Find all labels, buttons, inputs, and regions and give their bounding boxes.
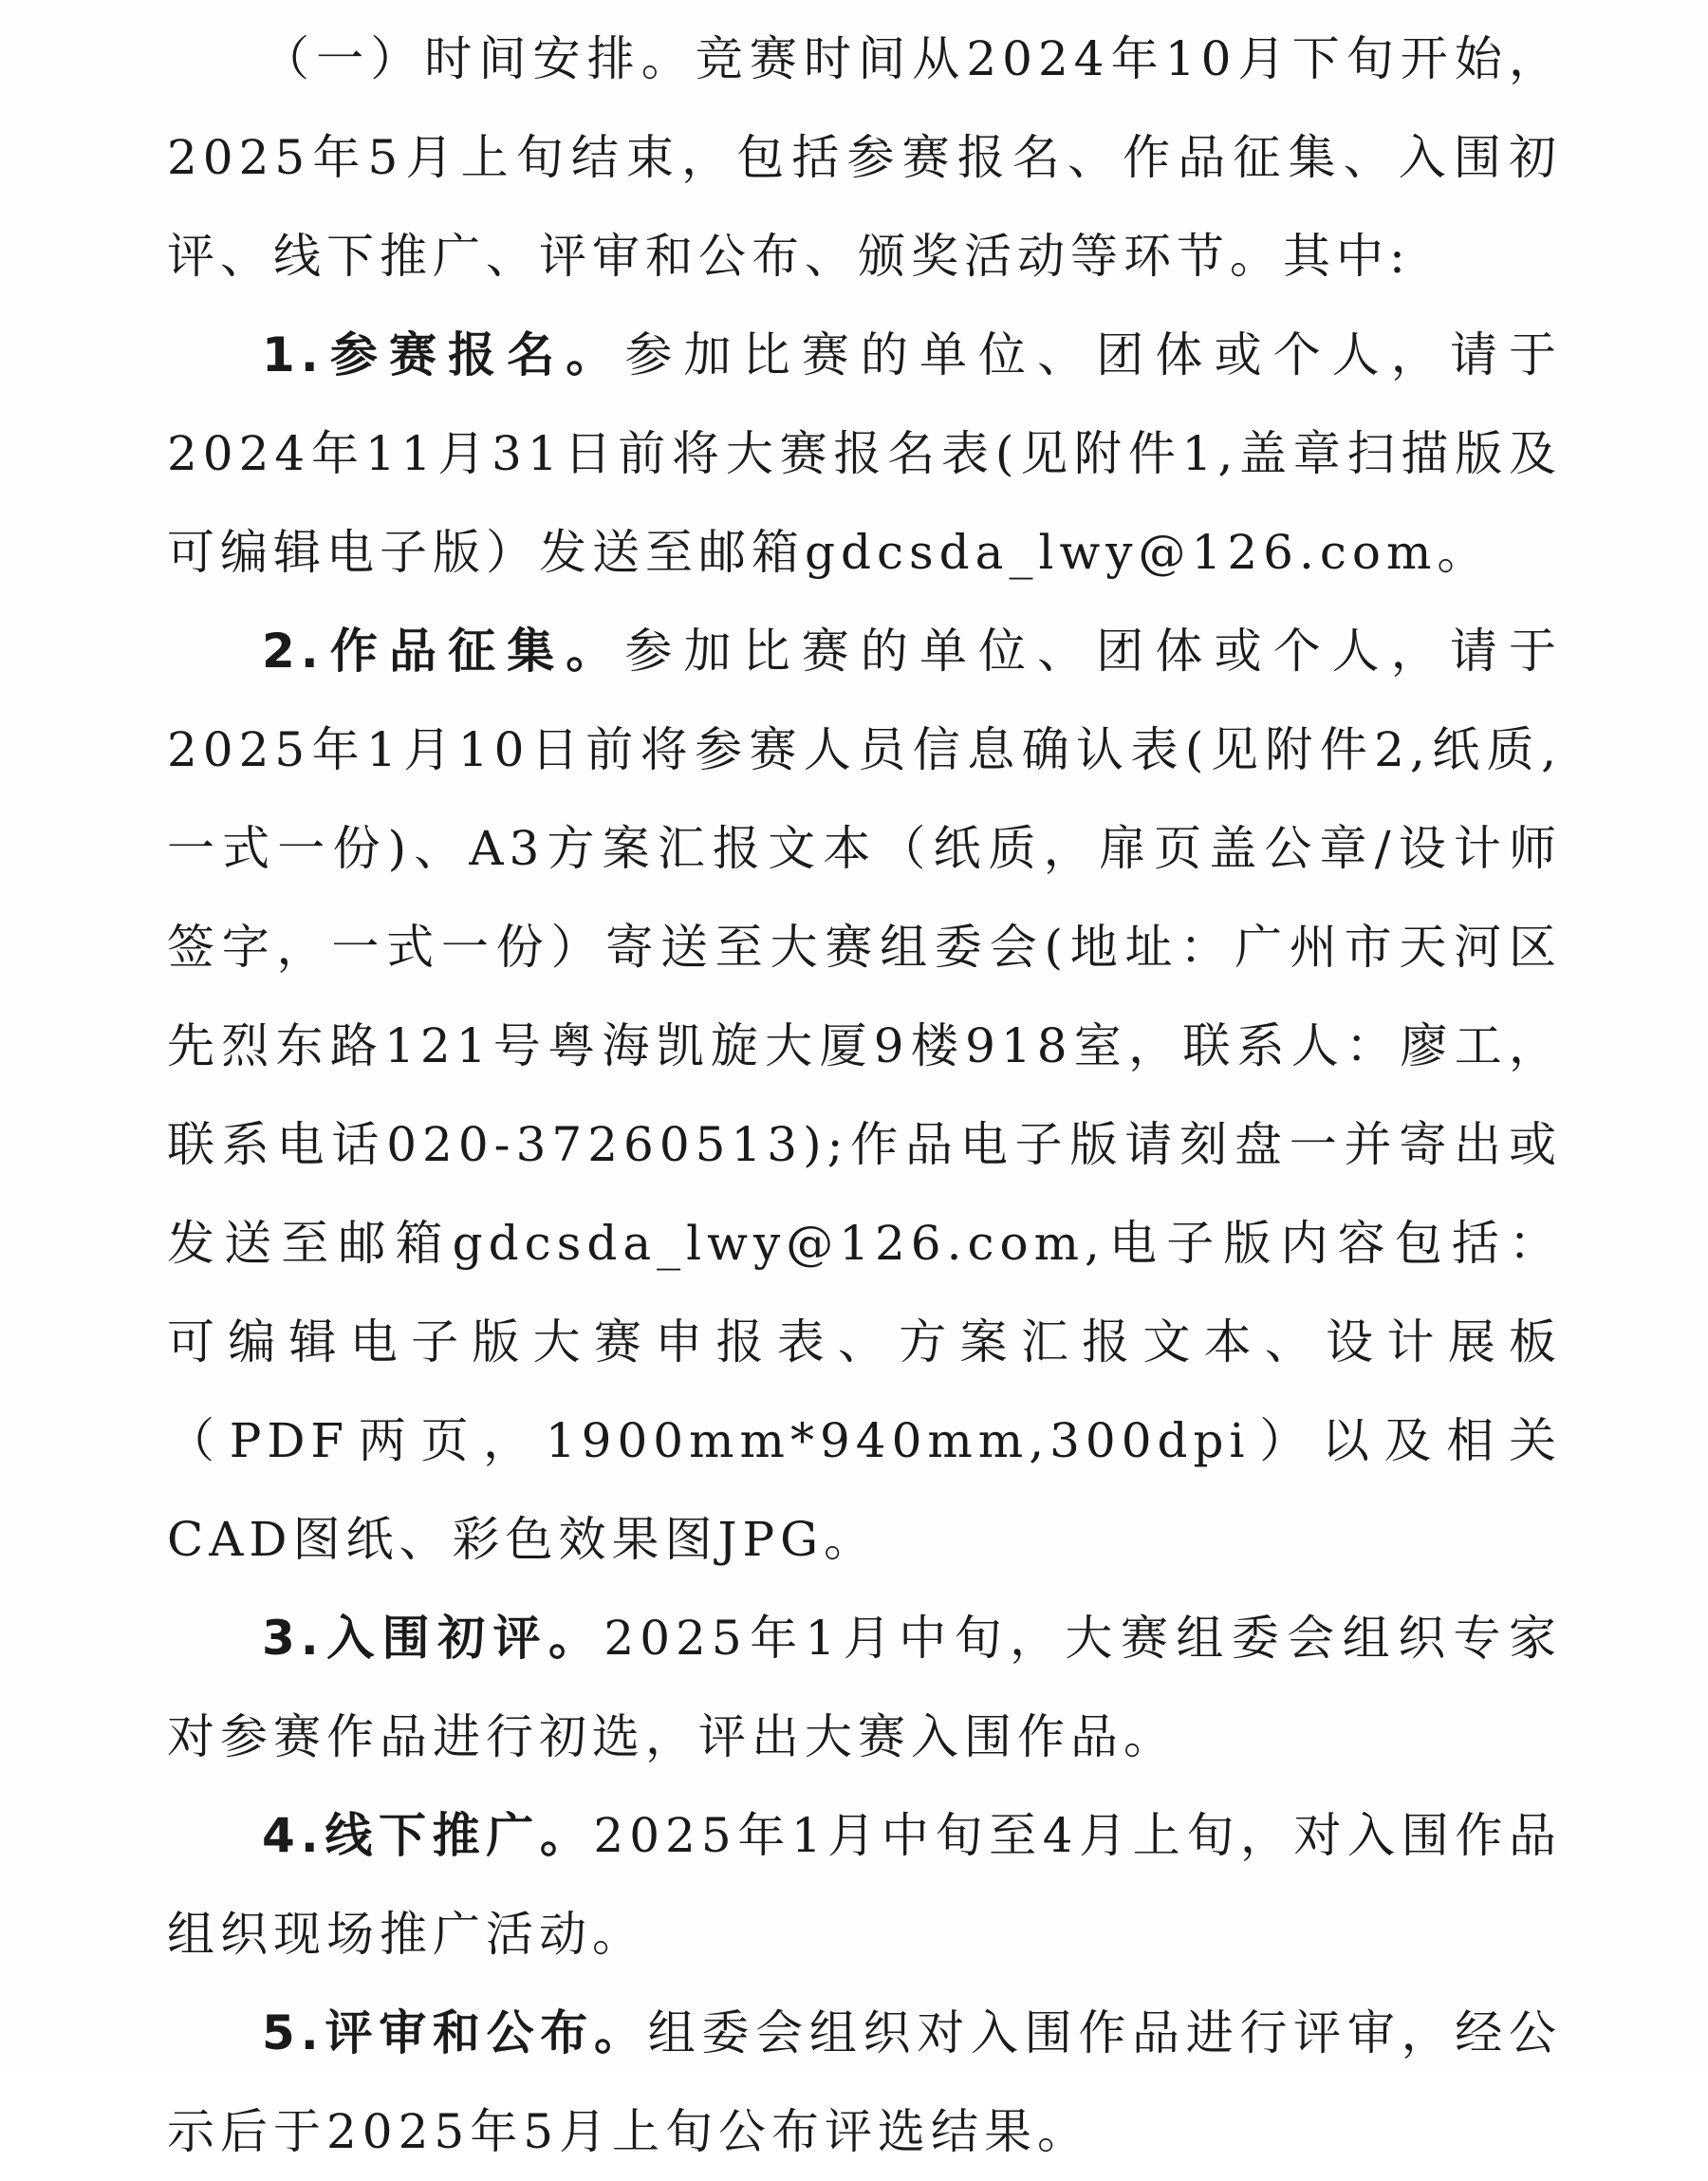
intro-paragraph: （一）时间安排。竞赛时间从2024年10月下旬开始，2025年5月上旬结束，包括参赛报名、作品征集、入围初评、线下推广、评审和公布、颁奖活动等环节。其中: xyxy=(167,31,1562,284)
item-heading: 3.入围初评。 xyxy=(262,1611,604,1666)
item-submission xyxy=(167,602,1562,1589)
item-body: 参加比赛的单位、团体或个人，请于2025年1月10日前将参赛人员信息确认表(见附件2,纸质,一式一份)、A3方案汇报文本（纸质，扉页盖公章/设计师签字，一式一份）寄送至大赛组委会(地址：广州市天河区先烈东路121号粤海凯旋大厦9楼918室，联系人：廖工，联系电话020-37260513);作品电子版请刻盘一并寄出或发送至邮箱gdcsda_lwy@126.com,电子版内容包括：可编辑电子版大赛申报表、方案汇报文本、设计展板（PDF两页，1900mm*940mm,300dpi）以及相关CAD图纸、彩色效果图JPG。 xyxy=(167,624,1562,1567)
item-judging-announcement xyxy=(167,1984,1562,2181)
item-heading: 5.评审和公布。 xyxy=(262,2005,648,2060)
item-heading: 4.线下推广。 xyxy=(262,1808,594,1863)
item-body: 2025年1月中旬，大赛组委会组织专家对参赛作品进行初选，评出大赛入围作品。 xyxy=(167,1611,1562,1764)
item-body: 组委会组织对入围作品进行评审，经公示后于2025年5月上旬公布评选结果。 xyxy=(167,2005,1562,2159)
item-body: 参加比赛的单位、团体或个人，请于2024年11月31日前将大赛报名表(见附件1,盖章扫描版及可编辑电子版）发送至邮箱gdcsda_lwy@126.com。 xyxy=(167,327,1562,580)
item-offline-promotion xyxy=(167,1786,1562,1984)
document-body xyxy=(167,9,1562,2181)
item-registration xyxy=(167,306,1562,602)
item-heading: 1.参赛报名。 xyxy=(262,327,625,382)
item-body: 2025年1月中旬至4月上旬，对入围作品组织现场推广活动。 xyxy=(167,1808,1562,1962)
item-preliminary-review xyxy=(167,1589,1562,1786)
item-heading: 2.作品征集。 xyxy=(262,624,625,679)
